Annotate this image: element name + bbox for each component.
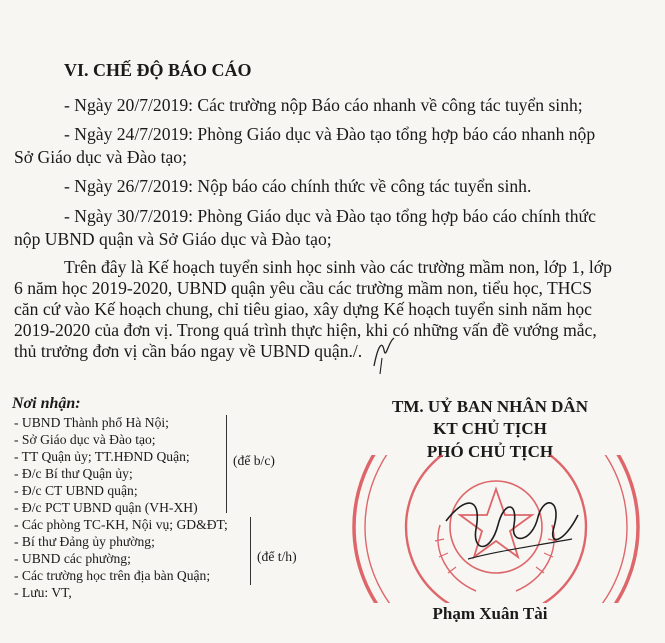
signature-line-2: KT CHỦ TỊCH [433, 419, 547, 438]
recipient-item: - Các trường học trên địa bàn Quận; [14, 568, 211, 583]
recipient-item: - TT Quận ủy; TT.HĐND Quận; [14, 449, 190, 464]
recipient-note-2: (để t/h) [257, 549, 297, 564]
recipient-item: - Đ/c PCT UBND quận (VH-XH) [14, 500, 198, 515]
report-item-2-cont: Sở Giáo dục và Đào tạo; [14, 147, 187, 167]
closing-line-3: căn cứ vào Kế hoạch chung, chỉ tiêu giao, xây dựng Kế hoạch tuyển sinh năm học [14, 299, 592, 319]
recipient-item: - Đ/c Bí thư Quận ủy; [14, 466, 133, 481]
recipient-item: - UBND các phường; [14, 551, 131, 566]
recipient-item: - Bí thư Đảng ủy phường; [14, 534, 155, 549]
recipient-item: - Đ/c CT UBND quận; [14, 483, 138, 498]
recipient-item: - Sở Giáo dục và Đào tạo; [14, 432, 156, 447]
recipient-item: - UBND Thành phố Hà Nội; [14, 415, 169, 430]
recipient-bracket-1 [226, 415, 227, 513]
report-item-4-cont: nộp UBND quận và Sở Giáo dục và Đào tạo; [14, 229, 332, 249]
recipient-note-1: (để b/c) [233, 453, 275, 468]
official-seal [348, 455, 665, 603]
section-heading: VI. CHẾ ĐỘ BÁO CÁO [64, 60, 252, 80]
initial-mark [368, 336, 398, 376]
closing-line-4: 2019-2020 của đơn vị. Trong quá trình thực hiện, khi có những vấn đề vướng mắc, [14, 320, 597, 340]
signature-line-1: TM. UỶ BAN NHÂN DÂN [392, 397, 588, 416]
report-item-1: - Ngày 20/7/2019: Các trường nộp Báo cáo nhanh về công tác tuyển sinh; [64, 95, 583, 115]
report-item-3: - Ngày 26/7/2019: Nộp báo cáo chính thức về công tác tuyển sinh. [64, 176, 532, 196]
signature-line-3: PHÓ CHỦ TỊCH [426, 442, 554, 461]
closing-line-2: 6 năm học 2019-2020, UBND quận yêu cầu các trường mầm non, tiểu học, THCS [14, 278, 592, 298]
closing-line-1: Trên đây là Kế hoạch tuyển sinh học sinh vào các trường mầm non, lớp 1, lớp [64, 257, 612, 277]
closing-line-5: thủ trưởng đơn vị cần báo ngay về UBND quận./. [14, 341, 363, 361]
recipients-title: Nơi nhận: [12, 395, 81, 412]
recipient-item: - Lưu: VT, [14, 585, 72, 600]
recipient-item: - Các phòng TC-KH, Nội vụ; GD&ĐT; [14, 517, 228, 532]
recipient-bracket-2 [250, 517, 251, 585]
signer-name: Phạm Xuân Tài [432, 604, 548, 623]
report-item-2: - Ngày 24/7/2019: Phòng Giáo dục và Đào tạo tổng hợp báo cáo nhanh nộp [64, 124, 596, 144]
report-item-4: - Ngày 30/7/2019: Phòng Giáo dục và Đào tạo tổng hợp báo cáo chính thức [64, 206, 596, 226]
